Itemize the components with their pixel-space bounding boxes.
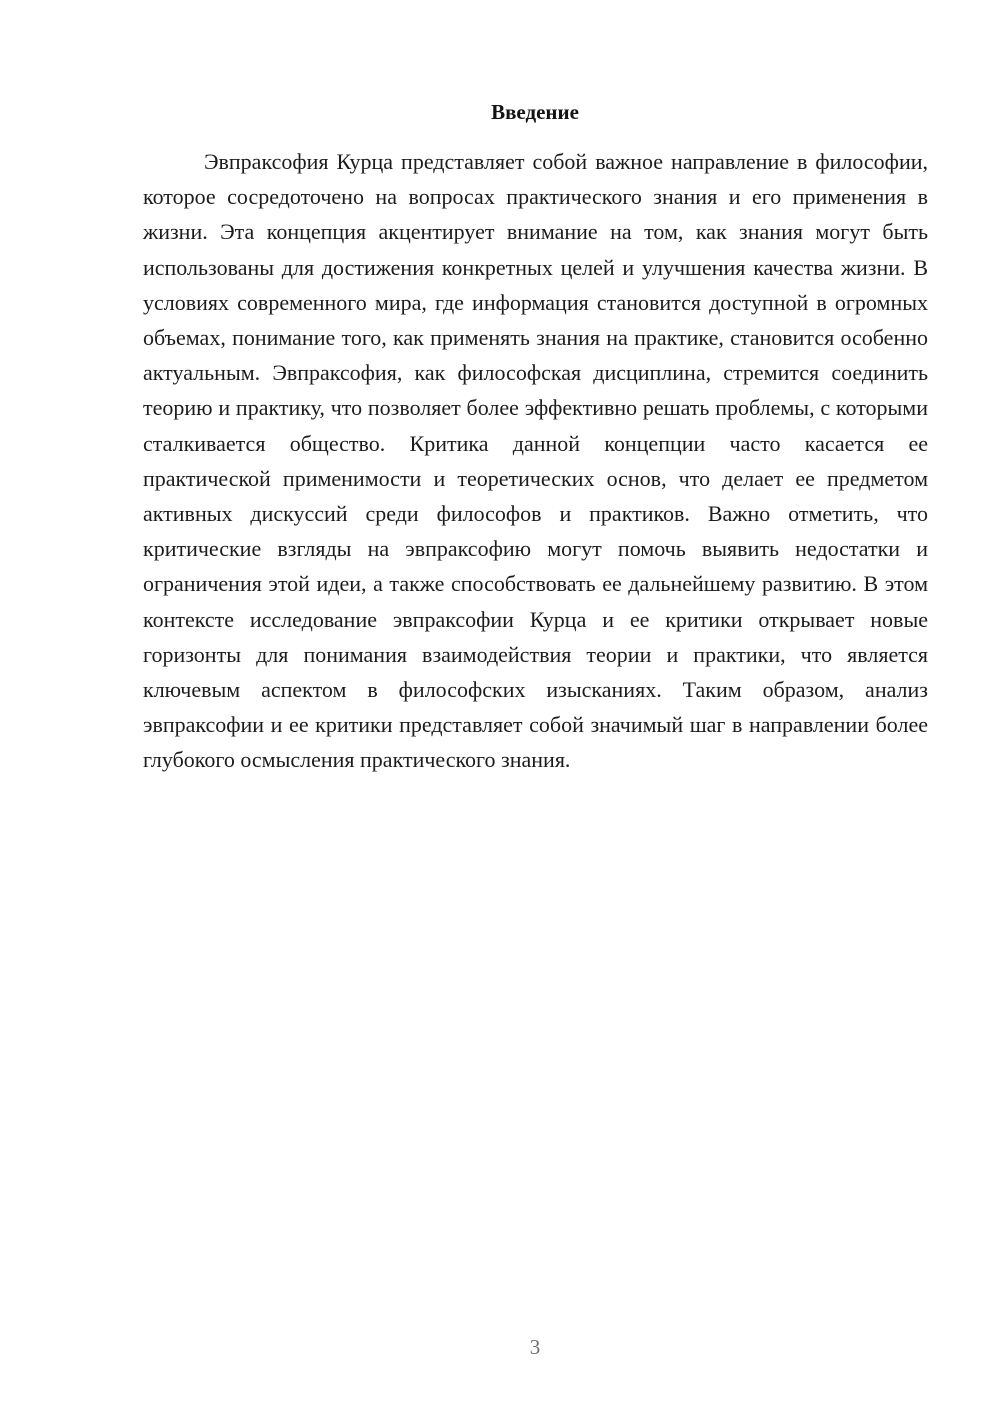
page-number: 3 xyxy=(529,1335,541,1359)
section-heading: Введение xyxy=(491,100,579,124)
body-paragraph: Эвпраксофия Курца представляет собой важное направление в философии, которое сосредоточено на вопросах практического знания и его применения в жизни. Эта концепция акцентирует внимание на том, как знания могут быть использованы для достижения конкретных целей и улучшения качества жизни. В условиях современного мира, где информация становится доступной в огромных объемах, понимание того, как применять знания на практике, становится особенно актуальным. Эвпраксофия, как философская дисциплина, стремится соединить теорию и практику, что позволяет более эффективно решать проблемы, с которыми сталкивается общество. Критика данной концепции часто касается ее практической применимости и теоретических основ, что делает ее предметом активных дискуссий среди философов и практиков. Важно отметить, что критические взгляды на эвпраксофию могут помочь выявить недостатки и ограничения этой идеи, а также способствовать ее дальнейшему развитию. В этом контексте исследование эвпраксофии Курца и ее критики открывает новые горизонты для понимания взаимодействия теории и практики, что является ключевым аспектом в философских изысканиях. Таким образом, анализ эвпраксофии и ее критики представляет собой значимый шаг в направлении более глубокого осмысления практического знания. xyxy=(143,149,928,773)
